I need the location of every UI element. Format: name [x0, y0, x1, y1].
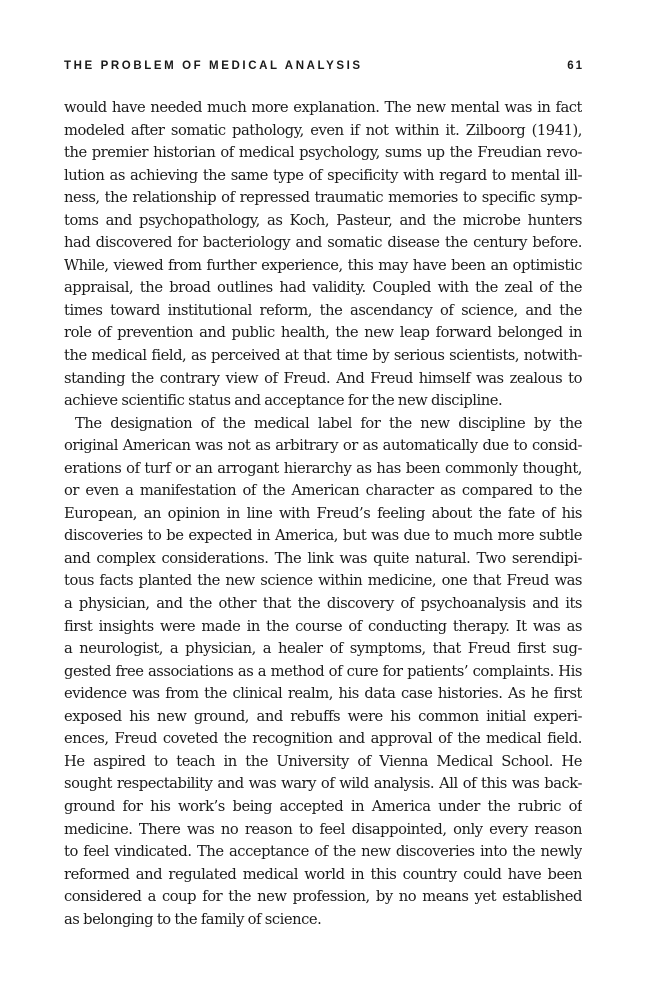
text-line: would have needed much more explanation. The new mental was in fact [64, 99, 582, 116]
page-number: 61 [567, 60, 584, 72]
text-line: to feel vindicated. The acceptance of the new discoveries into the newly [64, 843, 582, 861]
text-line: erations of turf or an arrogant hierarchy as has been commonly thought, [64, 459, 582, 477]
text-line: He aspired to teach in the University of Vienna Medical School. He [64, 752, 582, 770]
text-line: sought respectability and was wary of wild analysis. All of this was back- [64, 775, 582, 793]
text-line: or even a manifestation of the American character as compared to the [64, 482, 582, 500]
text-line: evidence was from the clinical realm, his data case histories. As he first [64, 685, 582, 703]
text-line: appraisal, the broad outlines had validity. Coupled with the zeal of the [64, 279, 582, 297]
running-head [64, 60, 582, 80]
text-line: considered a coup for the new profession, by no means yet established [64, 888, 582, 906]
text-line: tous facts planted the new science within medicine, one that Freud was [64, 572, 582, 590]
text-line: standing the contrary view of Freud. And Freud himself was zealous to [64, 369, 582, 387]
text-line: modeled after somatic pathology, even if not within it. Zilboorg (1941), [64, 121, 582, 139]
paragraph [64, 97, 582, 413]
text-line: the premier historian of medical psychology, sums up the Freudian revo- [64, 144, 582, 162]
running-head-title: THE PROBLEM OF MEDICAL ANALYSIS [64, 60, 363, 72]
text-line: role of prevention and public health, the new leap forward belonged in [64, 324, 582, 342]
text-line: times toward institutional reform, the ascendancy of science, and the [64, 301, 582, 319]
text-line: reformed and regulated medical world in this country could have been [64, 865, 582, 883]
text-line: a physician, and the other that the discovery of psychoanalysis and its [64, 595, 582, 613]
text-line: The designation of the medical label for the new discipline by the [75, 414, 582, 432]
text-line: and complex considerations. The link was quite natural. Two serendipi- [64, 549, 582, 567]
text-line: ness, the relationship of repressed traumatic memories to specific symp- [64, 189, 582, 207]
book-page [64, 60, 582, 931]
body-text [64, 97, 582, 931]
text-line: original American was not as arbitrary or as automatically due to consid- [64, 437, 582, 455]
text-line: gested free associations as a method of cure for patients’ complaints. His [64, 662, 582, 680]
text-line: had discovered for bacteriology and somatic disease the century before. [64, 234, 582, 252]
text-line: ground for his work’s being accepted in America under the rubric of [64, 797, 582, 815]
text-line: toms and psychopathology, as Koch, Pasteur, and the microbe hunters [64, 211, 582, 229]
text-line: lution as achieving the same type of specificity with regard to mental ill- [64, 166, 582, 184]
text-line: a neurologist, a physician, a healer of symptoms, that Freud first sug- [64, 640, 582, 658]
text-line: the medical field, as perceived at that time by serious scientists, notwith- [64, 347, 582, 365]
paragraph [64, 413, 582, 932]
text-line: ences, Freud coveted the recognition and approval of the medical field. [64, 730, 582, 748]
text-line: While, viewed from further experience, this may have been an optimistic [64, 256, 582, 274]
text-line: as belonging to the family of science. [64, 910, 322, 928]
text-line: achieve scientific status and acceptance for the new discipline. [64, 392, 503, 410]
text-line: exposed his new ground, and rebuffs were his common initial experi- [64, 707, 582, 725]
text-line: medicine. There was no reason to feel disappointed, only every reason [64, 820, 582, 838]
text-line: discoveries to be expected in America, but was due to much more subtle [64, 527, 582, 545]
text-line: first insights were made in the course of conducting therapy. It was as [64, 617, 582, 635]
text-line: European, an opinion in line with Freud’s feeling about the fate of his [64, 504, 582, 522]
